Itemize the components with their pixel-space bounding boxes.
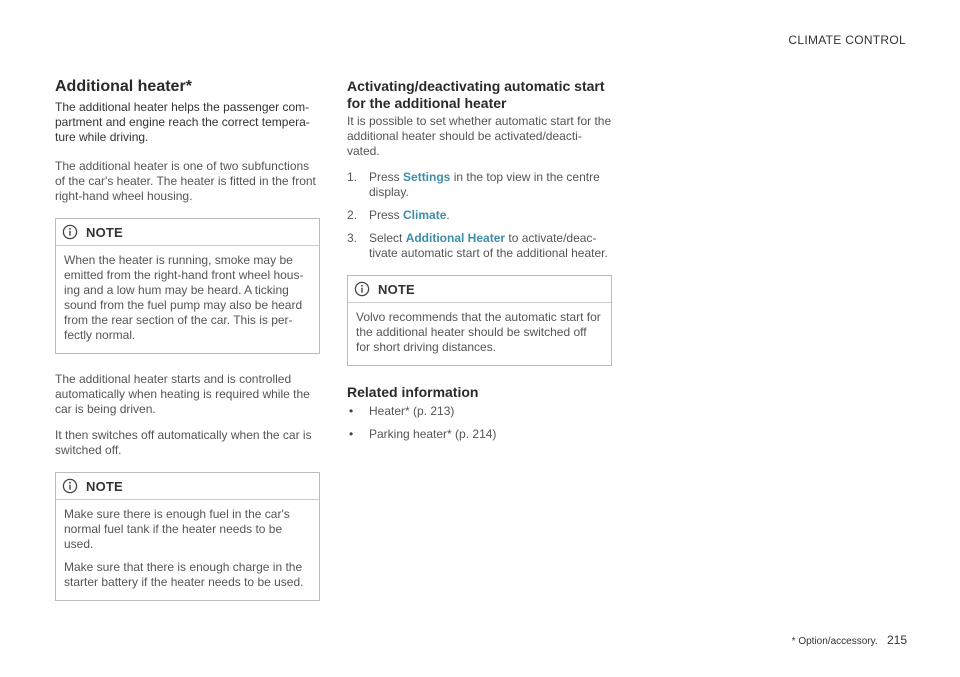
note-box-3: [347, 275, 612, 366]
note-label: NOTE: [378, 281, 415, 297]
info-icon: [62, 478, 78, 494]
related-item[interactable]: • Parking heater* (p. 214): [347, 427, 612, 442]
note-label: NOTE: [86, 478, 123, 494]
related-title: Related information: [347, 384, 479, 400]
left-column: [55, 78, 320, 619]
page-number: 215: [886, 633, 907, 647]
additional-heater-link: Additional Heater: [405, 231, 506, 245]
info-icon: [354, 281, 370, 297]
note-text-2: Make sure that there is enough charge in the starter battery if the heater needs to be used.: [64, 560, 304, 589]
steps-list: [347, 170, 612, 261]
settings-link: Settings: [403, 170, 451, 184]
step-3: 3. Select Additional Heater to activate/deac-tivate automatic start of the additional heater.: [347, 231, 608, 260]
note-text: Volvo recommends that the automatic start for the additional heater should be switched off for short driving distances.: [356, 310, 601, 354]
step-2: 2. Press Climate.: [347, 208, 450, 222]
note-box-2: [55, 472, 320, 601]
note-label: NOTE: [86, 224, 123, 240]
right-column: [347, 78, 612, 450]
section-title: Additional heater*: [55, 78, 192, 95]
note-text: When the heater is running, smoke may be emitted from the right-hand front wheel hous-ing and a low hum may be heard. A ticking sound from the fuel pump may also be heard from the rear section of the car. This is per-fectly normal.: [64, 253, 304, 342]
subsection-title: Activating/deactivating automatic start for the additional heater: [347, 78, 605, 111]
lead-paragraph: The additional heater helps the passenger com-partment and engine reach the correct tempera-ture while driving.: [55, 100, 310, 144]
note-text-1: Make sure there is enough fuel in the car's normal fuel tank if the heater needs to be used.: [64, 507, 290, 551]
info-icon: [62, 224, 78, 240]
note-box-1: [55, 218, 320, 354]
step-1: 1. Press Settings in the top view in the centre display.: [347, 170, 600, 199]
related-item[interactable]: • Heater* (p. 213): [347, 404, 612, 419]
climate-link: Climate: [403, 208, 447, 222]
section-header: CLIMATE CONTROL: [788, 33, 906, 47]
page-footer: [792, 633, 907, 647]
intro-paragraph: It is possible to set whether automatic start for the additional heater should be activated/deacti-vated.: [347, 114, 612, 158]
paragraph-2: The additional heater starts and is controlled automatically when heating is required while the car is being driven.: [55, 372, 310, 416]
related-list: [347, 404, 612, 442]
paragraph-1: The additional heater is one of two subfunctions of the car's heater. The heater is fitted in the front right-hand wheel housing.: [55, 159, 316, 203]
footnote: * Option/accessory.: [791, 636, 878, 647]
paragraph-3: It then switches off automatically when the car is switched off.: [55, 428, 312, 457]
